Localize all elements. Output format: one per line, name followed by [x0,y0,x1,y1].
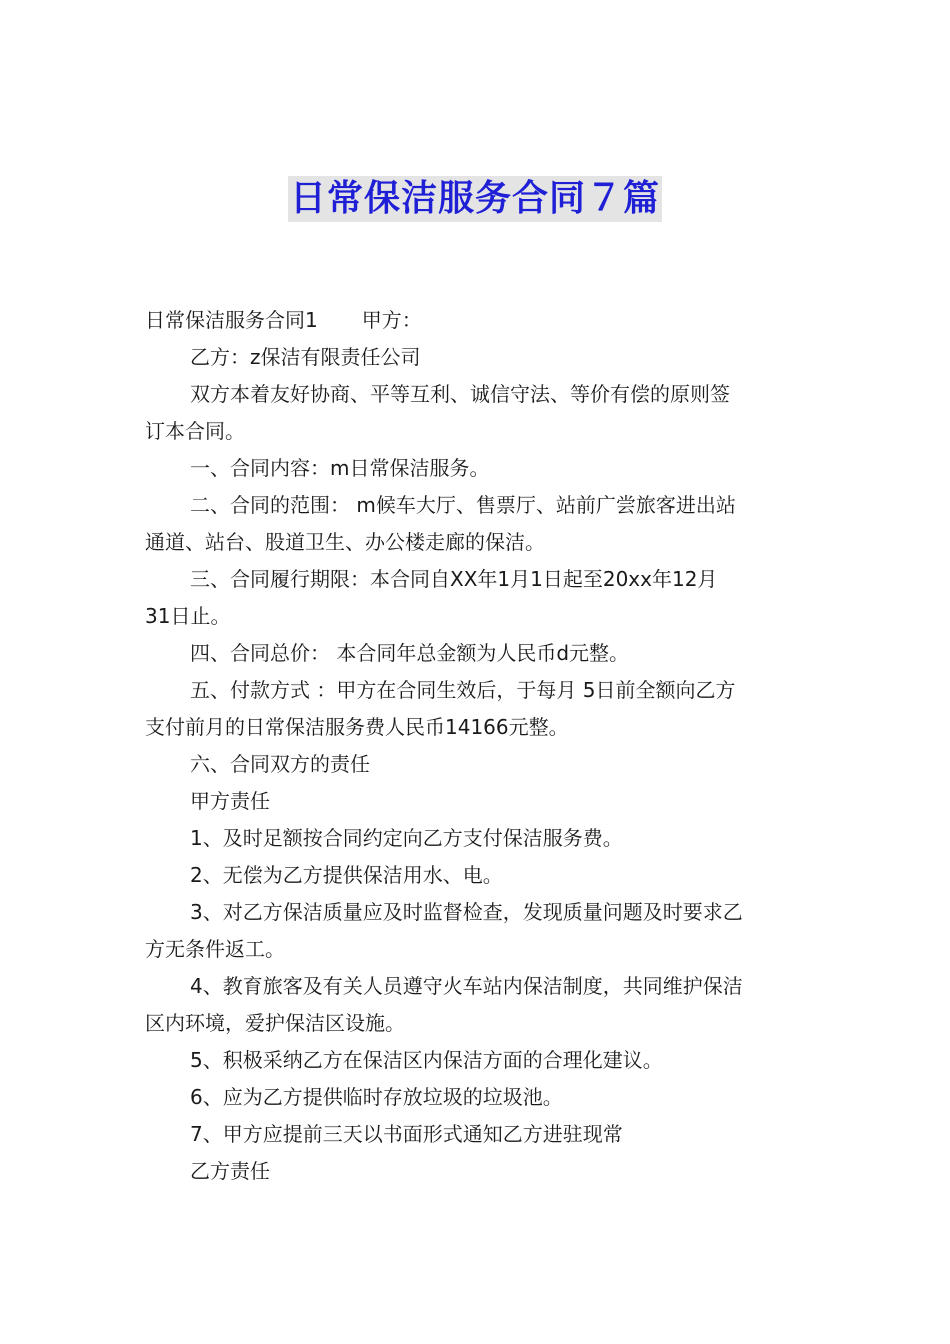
document-title: 日常保洁服务合同７篇 [288,176,662,222]
line-text: 3、对乙方保洁质量应及时监督检查，发现质量问题及时要求乙 [190,900,743,924]
paragraph-line [145,598,807,635]
paragraph-line [145,450,807,487]
paragraph-line [145,635,807,672]
paragraph-line [145,746,807,783]
paragraph-line [145,1153,807,1190]
paragraph-line [145,820,807,857]
line-text: 五、付款方式 ：甲方在合同生效后，于每月 5日前全额向乙方 [190,678,736,702]
line-text: 方无条件返工。 [145,937,285,961]
line-text: 通道、站台、股道卫生、办公楼走廊的保洁。 [145,530,545,554]
line-text: 6、应为乙方提供临时存放垃圾的垃圾池。 [190,1085,563,1109]
document-body [145,302,807,1190]
paragraph-line [145,1079,807,1116]
line-text: 2、无偿为乙方提供保洁用水、电。 [190,863,503,887]
line-text: 乙方责任 [190,1159,270,1183]
line-tail-text: 甲方： [361,308,422,332]
paragraph-line [145,487,807,524]
line-text: 一、合同内容：m日常保洁服务。 [190,456,490,480]
paragraph-line [145,561,807,598]
title-container [0,176,950,222]
paragraph-line [145,1116,807,1153]
paragraph-line [145,672,807,709]
line-text: 三、合同履行期限：本合同自XX年1月1日起至20xx年12月 [190,567,718,591]
paragraph-line [145,1042,807,1079]
line-text: 31日止。 [145,604,231,628]
line-text: 订本合同。 [145,419,245,443]
paragraph-line [145,931,807,968]
line-text: 甲方责任 [190,789,270,813]
line-text: 区内环境，爱护保洁区设施。 [145,1011,405,1035]
line-text: 7、甲方应提前三天以书面形式通知乙方进驻现常 [190,1122,623,1146]
line-text: 六、合同双方的责任 [190,752,370,776]
paragraph-line [145,339,807,376]
line-text: 5、积极采纳乙方在保洁区内保洁方面的合理化建议。 [190,1048,663,1072]
paragraph-line [145,1005,807,1042]
paragraph-line [145,376,807,413]
paragraph-line [145,857,807,894]
line-text: 二、合同的范围： m候车大厅、售票厅、站前广尝旅客进出站 [190,493,736,517]
line-text: 支付前月的日常保洁服务费人民币14166元整。 [145,715,569,739]
line-text: 四、合同总价： 本合同年总金额为人民币d元整。 [190,641,630,665]
paragraph-line [145,524,807,561]
paragraph-line [145,709,807,746]
paragraph-line [145,302,807,339]
line-text: 日常保洁服务合同1 [145,308,318,332]
paragraph-line [145,968,807,1005]
line-text: 双方本着友好协商、平等互利、诚信守法、等价有偿的原则签 [190,382,730,406]
paragraph-line [145,783,807,820]
line-text: 乙方：z保洁有限责任公司 [190,345,421,369]
line-text: 1、及时足额按合同约定向乙方支付保洁服务费。 [190,826,623,850]
line-text: 4、教育旅客及有关人员遵守火车站内保洁制度，共同维护保洁 [190,974,743,998]
paragraph-line [145,413,807,450]
paragraph-line [145,894,807,931]
